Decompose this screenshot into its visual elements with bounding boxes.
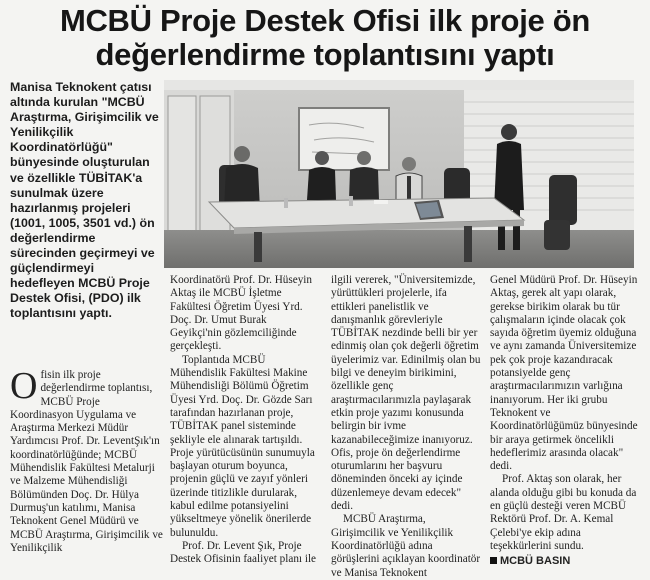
square-bullet-icon xyxy=(490,557,497,564)
column-1-text: fisin ilk proje değerlendirme toplantısı, MCBÜ Proje Koordinasyon Uygulama ve Araştırma Merkezi Müdür Yardımcısı Prof. Dr. LeventŞık'ın koordinatörlüğünde; MCBÜ Mühendislik Fakültesi Metalurji ve Malzeme Mühendisliği Bölümünden Doç. Dr. Hülya Durmuş'un katılımı, Manisa Teknokent Genel Müdürü ve MCBÜ Araştırma, Girişimcilik ve Yenilikçilik xyxy=(10,369,163,554)
byline xyxy=(490,555,640,568)
column-2-paragraph-3: Prof. Dr. Levent Şık, Proje Destek Ofisinin faaliyet planı ile xyxy=(170,539,317,566)
column-1-paragraph xyxy=(10,365,164,555)
body-column-4 xyxy=(490,274,640,569)
headline-line-2: değerlendirme toplantısını yaptı xyxy=(95,37,555,72)
body-column-2 xyxy=(170,274,320,567)
column-2-paragraph-1: Koordinatörü Prof. Dr. Hüseyin Aktaş ile MCBÜ İşletme Fakültesi Öğretim Üyesi Yrd. Doç. Dr. Umut Burak Geyikçi'nin gözlemciliğinde gerçekleşti. xyxy=(170,274,313,353)
column-3-paragraph-2: MCBÜ Araştırma, Girişimcilik ve Yenilikçilik Koordinatörlüğü adına görüşlerini açıklayan koordinatör ve Manisa Teknokent xyxy=(331,513,481,579)
meeting-photo-illustration xyxy=(164,80,634,268)
headline xyxy=(6,4,644,72)
byline-text: MCBÜ BASIN xyxy=(500,555,571,568)
column-4-paragraph-1: Genel Müdürü Prof. Dr. Hüseyin Aktaş, gerek alt yapı olarak, gerekse birikim olarak bu tür çalışmaların içinde olacak çok sayıda öğretim üyemiz olduğuna ve aynı zamanda Üniversitemize pek çok proje kazandıracak potansiyelde genç araştırmacılarımızın varlığına inanıyorum. Her iki grubu Teknokent ve Koordinatörlüğümüz bünyesinde bir araya getirmek öncelikli hedeflerimiz arasında olacak" dedi. xyxy=(490,274,638,473)
lead-paragraph: Manisa Teknokent çatısı altında kurulan "MCBÜ Araştırma, Girişimcilik ve Yenilikçilik Koordinatörlüğü" bünyesinde oluşturulan ve özellikle TÜBİTAK'a sunulmak üzere hazırlanmış projeleri (1001, 1005, 3501 vd.) ön değerlendirme sürecinden geçirmeyi ve güçlendirmeyi hedefleyen MCBÜ Proje Destek Ofisi, (PDO) ilk toplantısını yaptı. xyxy=(10,80,159,321)
column-4-paragraph-2: Prof. Aktaş son olarak, her alanda olduğu gibi bu konuda da en güçlü desteği veren MCBÜ Rektörü Prof. Dr. A. Kemal Çelebi'ye ekip adına teşekkürlerini sundu. xyxy=(490,473,637,552)
headline-line-1: MCBÜ Proje Destek Ofisi ilk proje ön xyxy=(59,3,591,38)
column-2-paragraph-2: Toplantıda MCBÜ Mühendislik Fakültesi Makine Mühendisliği Bölümü Öğretim Üyesi Yrd. Doç. Dr. Gözde Sarı tarafından hazırlanan proje, TÜBİTAK panel sisteminde şekliyle ele alınarak tartışıldı. Proje yürütücüsünün sunumuyla başlayan oturum boyunca, projenin güçlü ve zayıf yönleri üzerinde titizlikle durularak, kabul edilme potansiyelini yükseltmeye yönelik önerilerde bulunuldu. xyxy=(170,353,315,539)
body-column-1 xyxy=(10,365,164,555)
meeting-photo xyxy=(164,80,634,268)
column-3-paragraph-1: ilgili vererek, "Üniversitemizde, yürüttükleri projelerle, ifa ettikleri panelistlik ve danışmanlık görevleriyle TÜBİTAK nezdinde belli bir yer edinmiş olan çok değerli öğretim üyelerimiz var. Edinilmiş olan bu bilgi ve deneyim birikimini, özellikle genç araştırmacılarımızla paylaşarak etkin proje yazımı konusunda belirgin bir ivme kazanabileceğimize inanıyoruz. Ofis, proje ön değerlendirme oturumlarını her başvuru döneminden önceki ay içinde düzenlemeye devam edecek" dedi. xyxy=(331,274,481,513)
drop-cap: O xyxy=(10,365,38,407)
